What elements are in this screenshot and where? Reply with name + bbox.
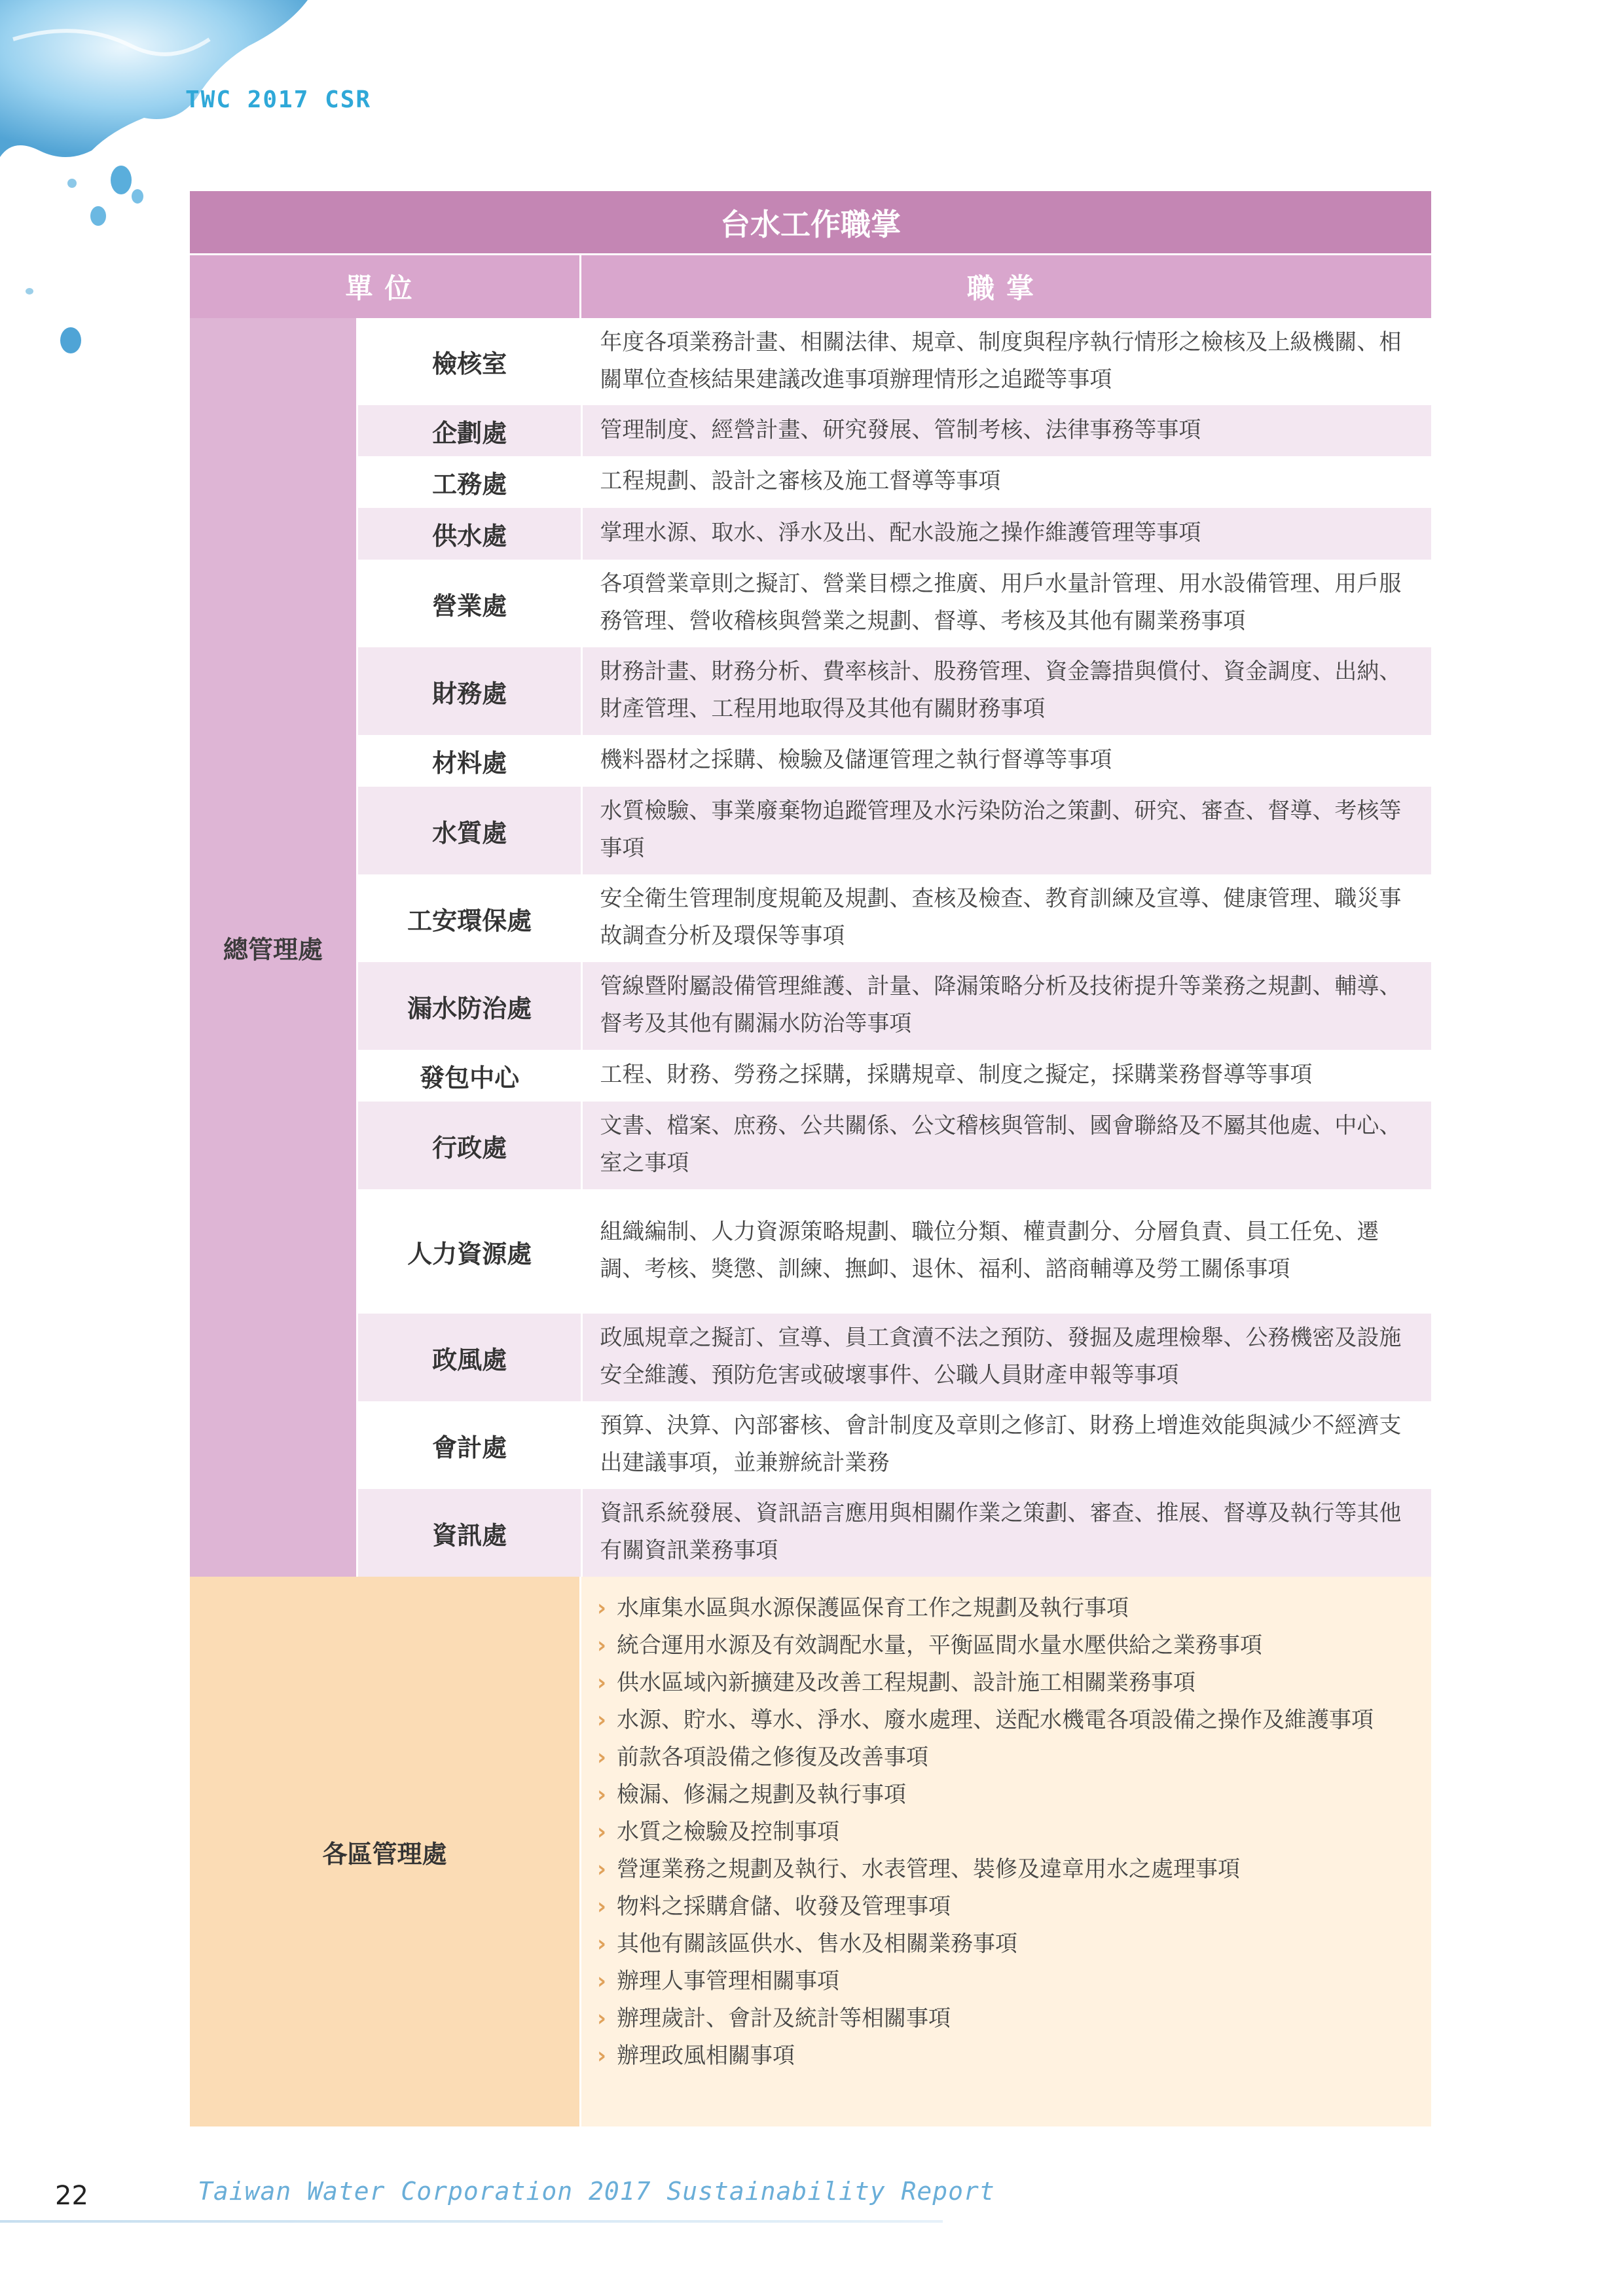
duties-table [190, 191, 1431, 2126]
table-row [356, 1102, 1431, 1189]
list-item [597, 1963, 1417, 2000]
dept-duty: 水質檢驗、事業廢棄物追蹤管理及水污染防治之策劃、研究、審查、督導、考核等事項 [583, 787, 1431, 874]
regional-duty-list [581, 1577, 1431, 2126]
chevron-right-icon: › [597, 1856, 607, 1882]
table-row [356, 508, 1431, 560]
table-row [356, 1314, 1431, 1401]
chevron-right-icon: › [597, 1670, 607, 1696]
dept-duty: 政風規章之擬訂、宣導、員工貪瀆不法之預防、發掘及處理檢舉、公務機密及設施安全維護、預防危害或破壞事件、公職人員財產申報等事項 [583, 1314, 1431, 1401]
table-row [356, 735, 1431, 787]
table-row [356, 962, 1431, 1050]
list-item [597, 1814, 1417, 1851]
chevron-right-icon: › [597, 1782, 607, 1808]
table-header-row [190, 255, 1431, 318]
dept-duty: 管理制度、經營計畫、研究發展、管制考核、法律事務等事項 [583, 405, 1431, 456]
table-row [356, 1050, 1431, 1102]
list-item-text: 檢漏、修漏之規劃及執行事項 [617, 1782, 906, 1808]
list-item-text: 物料之採購倉儲、收發及管理事項 [617, 1893, 951, 1920]
list-item [597, 1590, 1417, 1627]
list-item-text: 水質之檢驗及控制事項 [617, 1819, 839, 1845]
dept-duty: 組織編制、人力資源策略規劃、職位分類、權責劃分、分層負責、員工任免、遷調、考核、獎懲、訓練、撫卹、退休、福利、諮商輔導及勞工關係事項 [600, 1219, 1379, 1282]
headquarters-section [190, 318, 1431, 1577]
list-item [597, 1776, 1417, 1814]
dept-name: 漏水防治處 [358, 962, 581, 1050]
dept-duty: 工程、財務、勞務之採購，採購規章、制度之擬定，採購業務督導等事項 [600, 1062, 1313, 1088]
chevron-right-icon: › [597, 2043, 607, 2069]
dept-name: 資訊處 [358, 1489, 581, 1577]
table-row [356, 1189, 1431, 1314]
list-item [597, 1627, 1417, 1664]
list-item [597, 2000, 1417, 2037]
list-item-text: 統合運用水源及有效調配水量，平衡區間水量水壓供給之業務事項 [617, 1632, 1262, 1659]
dept-name: 營業處 [358, 560, 581, 647]
list-item [597, 1851, 1417, 1888]
list-item [597, 1664, 1417, 1702]
dept-duty: 管線暨附屬設備管理維護、計量、降漏策略分析及技術提升等業務之規劃、輔導、督考及其他有關漏水防治等事項 [583, 962, 1431, 1050]
list-item-text: 水源、貯水、導水、淨水、廢水處理、送配水機電各項設備之操作及維護事項 [617, 1707, 1374, 1733]
dept-name: 人力資源處 [358, 1189, 581, 1314]
chevron-right-icon: › [597, 1744, 607, 1770]
dept-name: 水質處 [358, 787, 581, 874]
dept-duty: 文書、檔案、庶務、公共關係、公文稽核與管制、國會聯絡及不屬其他處、中心、室之事項 [583, 1102, 1431, 1189]
table-row [356, 1401, 1431, 1489]
regional-label: 各區管理處 [190, 1577, 579, 2126]
list-item-text: 辦理政風相關事項 [617, 2043, 795, 2069]
list-item-text: 其他有關該區供水、售水及相關業務事項 [617, 1931, 1017, 1957]
footer-divider [0, 2220, 943, 2223]
list-item [597, 1888, 1417, 1926]
dept-name: 政風處 [358, 1314, 581, 1401]
dept-name: 工務處 [358, 456, 581, 508]
list-item-text: 供水區域內新擴建及改善工程規劃、設計施工相關業務事項 [617, 1670, 1195, 1696]
table-row [356, 456, 1431, 508]
dept-name: 會計處 [358, 1401, 581, 1489]
table-row [356, 787, 1431, 874]
column-header-duty: 職掌 [581, 255, 1431, 318]
column-header-unit: 單位 [190, 255, 579, 318]
dept-name: 行政處 [358, 1102, 581, 1189]
list-item-text: 前款各項設備之修復及改善事項 [617, 1744, 928, 1770]
table-row [356, 560, 1431, 647]
chevron-right-icon: › [597, 1707, 607, 1733]
table-row [356, 647, 1431, 735]
chevron-right-icon: › [597, 1931, 607, 1957]
regional-section [190, 1577, 1431, 2126]
list-item [597, 1926, 1417, 1963]
chevron-right-icon: › [597, 1595, 607, 1621]
headquarters-label: 總管理處 [190, 318, 356, 1577]
header-report-tag: TWC 2017 CSR [185, 86, 372, 113]
dept-name: 工安環保處 [358, 874, 581, 962]
headquarters-rows [356, 318, 1431, 1577]
list-item-text: 水庫集水區與水源保護區保育工作之規劃及執行事項 [617, 1595, 1129, 1621]
dept-duty: 掌理水源、取水、淨水及出、配水設施之操作維護管理等事項 [583, 508, 1431, 560]
table-row [356, 318, 1431, 405]
dept-name: 材料處 [358, 735, 581, 787]
dept-name: 供水處 [358, 508, 581, 560]
list-item-text: 辦理人事管理相關事項 [617, 1968, 839, 1994]
chevron-right-icon: › [597, 1632, 607, 1659]
list-item-text: 營運業務之規劃及執行、水表管理、裝修及違章用水之處理事項 [617, 1856, 1240, 1882]
table-row [356, 1489, 1431, 1577]
chevron-right-icon: › [597, 2005, 607, 2032]
chevron-right-icon: › [597, 1819, 607, 1845]
list-item [597, 1739, 1417, 1776]
chevron-right-icon: › [597, 1968, 607, 1994]
dept-name: 財務處 [358, 647, 581, 735]
dept-duty: 年度各項業務計畫、相關法律、規章、制度與程序執行情形之檢核及上級機關、相關單位查核結果建議改進事項辦理情形之追蹤等事項 [600, 329, 1402, 393]
dept-duty: 財務計畫、財務分析、費率核計、股務管理、資金籌措與償付、資金調度、出納、財產管理、工程用地取得及其他有關財務事項 [583, 647, 1431, 735]
page-number: 22 [55, 2181, 88, 2211]
dept-duty: 預算、決算、內部審核、會計制度及章則之修訂、財務上增進效能與減少不經濟支出建議事項，並兼辦統計業務 [600, 1412, 1402, 1476]
list-item [597, 1702, 1417, 1739]
table-row [356, 405, 1431, 456]
list-item-text: 辦理歲計、會計及統計等相關事項 [617, 2005, 951, 2032]
dept-duty: 資訊系統發展、資訊語言應用與相關作業之策劃、審查、推展、督導及執行等其他有關資訊業務事項 [583, 1489, 1431, 1577]
dept-name: 發包中心 [358, 1050, 581, 1102]
table-row [356, 874, 1431, 962]
list-item [597, 2037, 1417, 2075]
dept-duty: 機料器材之採購、檢驗及儲運管理之執行督導等事項 [600, 747, 1112, 773]
dept-duty: 安全衛生管理制度規範及規劃、查核及檢查、教育訓練及宣導、健康管理、職災事故調查分析及環保等事項 [600, 886, 1402, 949]
chevron-right-icon: › [597, 1893, 607, 1920]
dept-name: 檢核室 [358, 318, 581, 405]
dept-duty: 工程規劃、設計之審核及施工督導等事項 [600, 468, 1001, 494]
footer-report-title: Taiwan Water Corporation 2017 Sustainability Report [198, 2177, 995, 2206]
table-title: 台水工作職掌 [190, 191, 1431, 253]
dept-duty: 各項營業章則之擬訂、營業目標之推廣、用戶水量計管理、用水設備管理、用戶服務管理、營收稽核與營業之規劃、督導、考核及其他有關業務事項 [600, 571, 1402, 634]
dept-name: 企劃處 [358, 405, 581, 456]
